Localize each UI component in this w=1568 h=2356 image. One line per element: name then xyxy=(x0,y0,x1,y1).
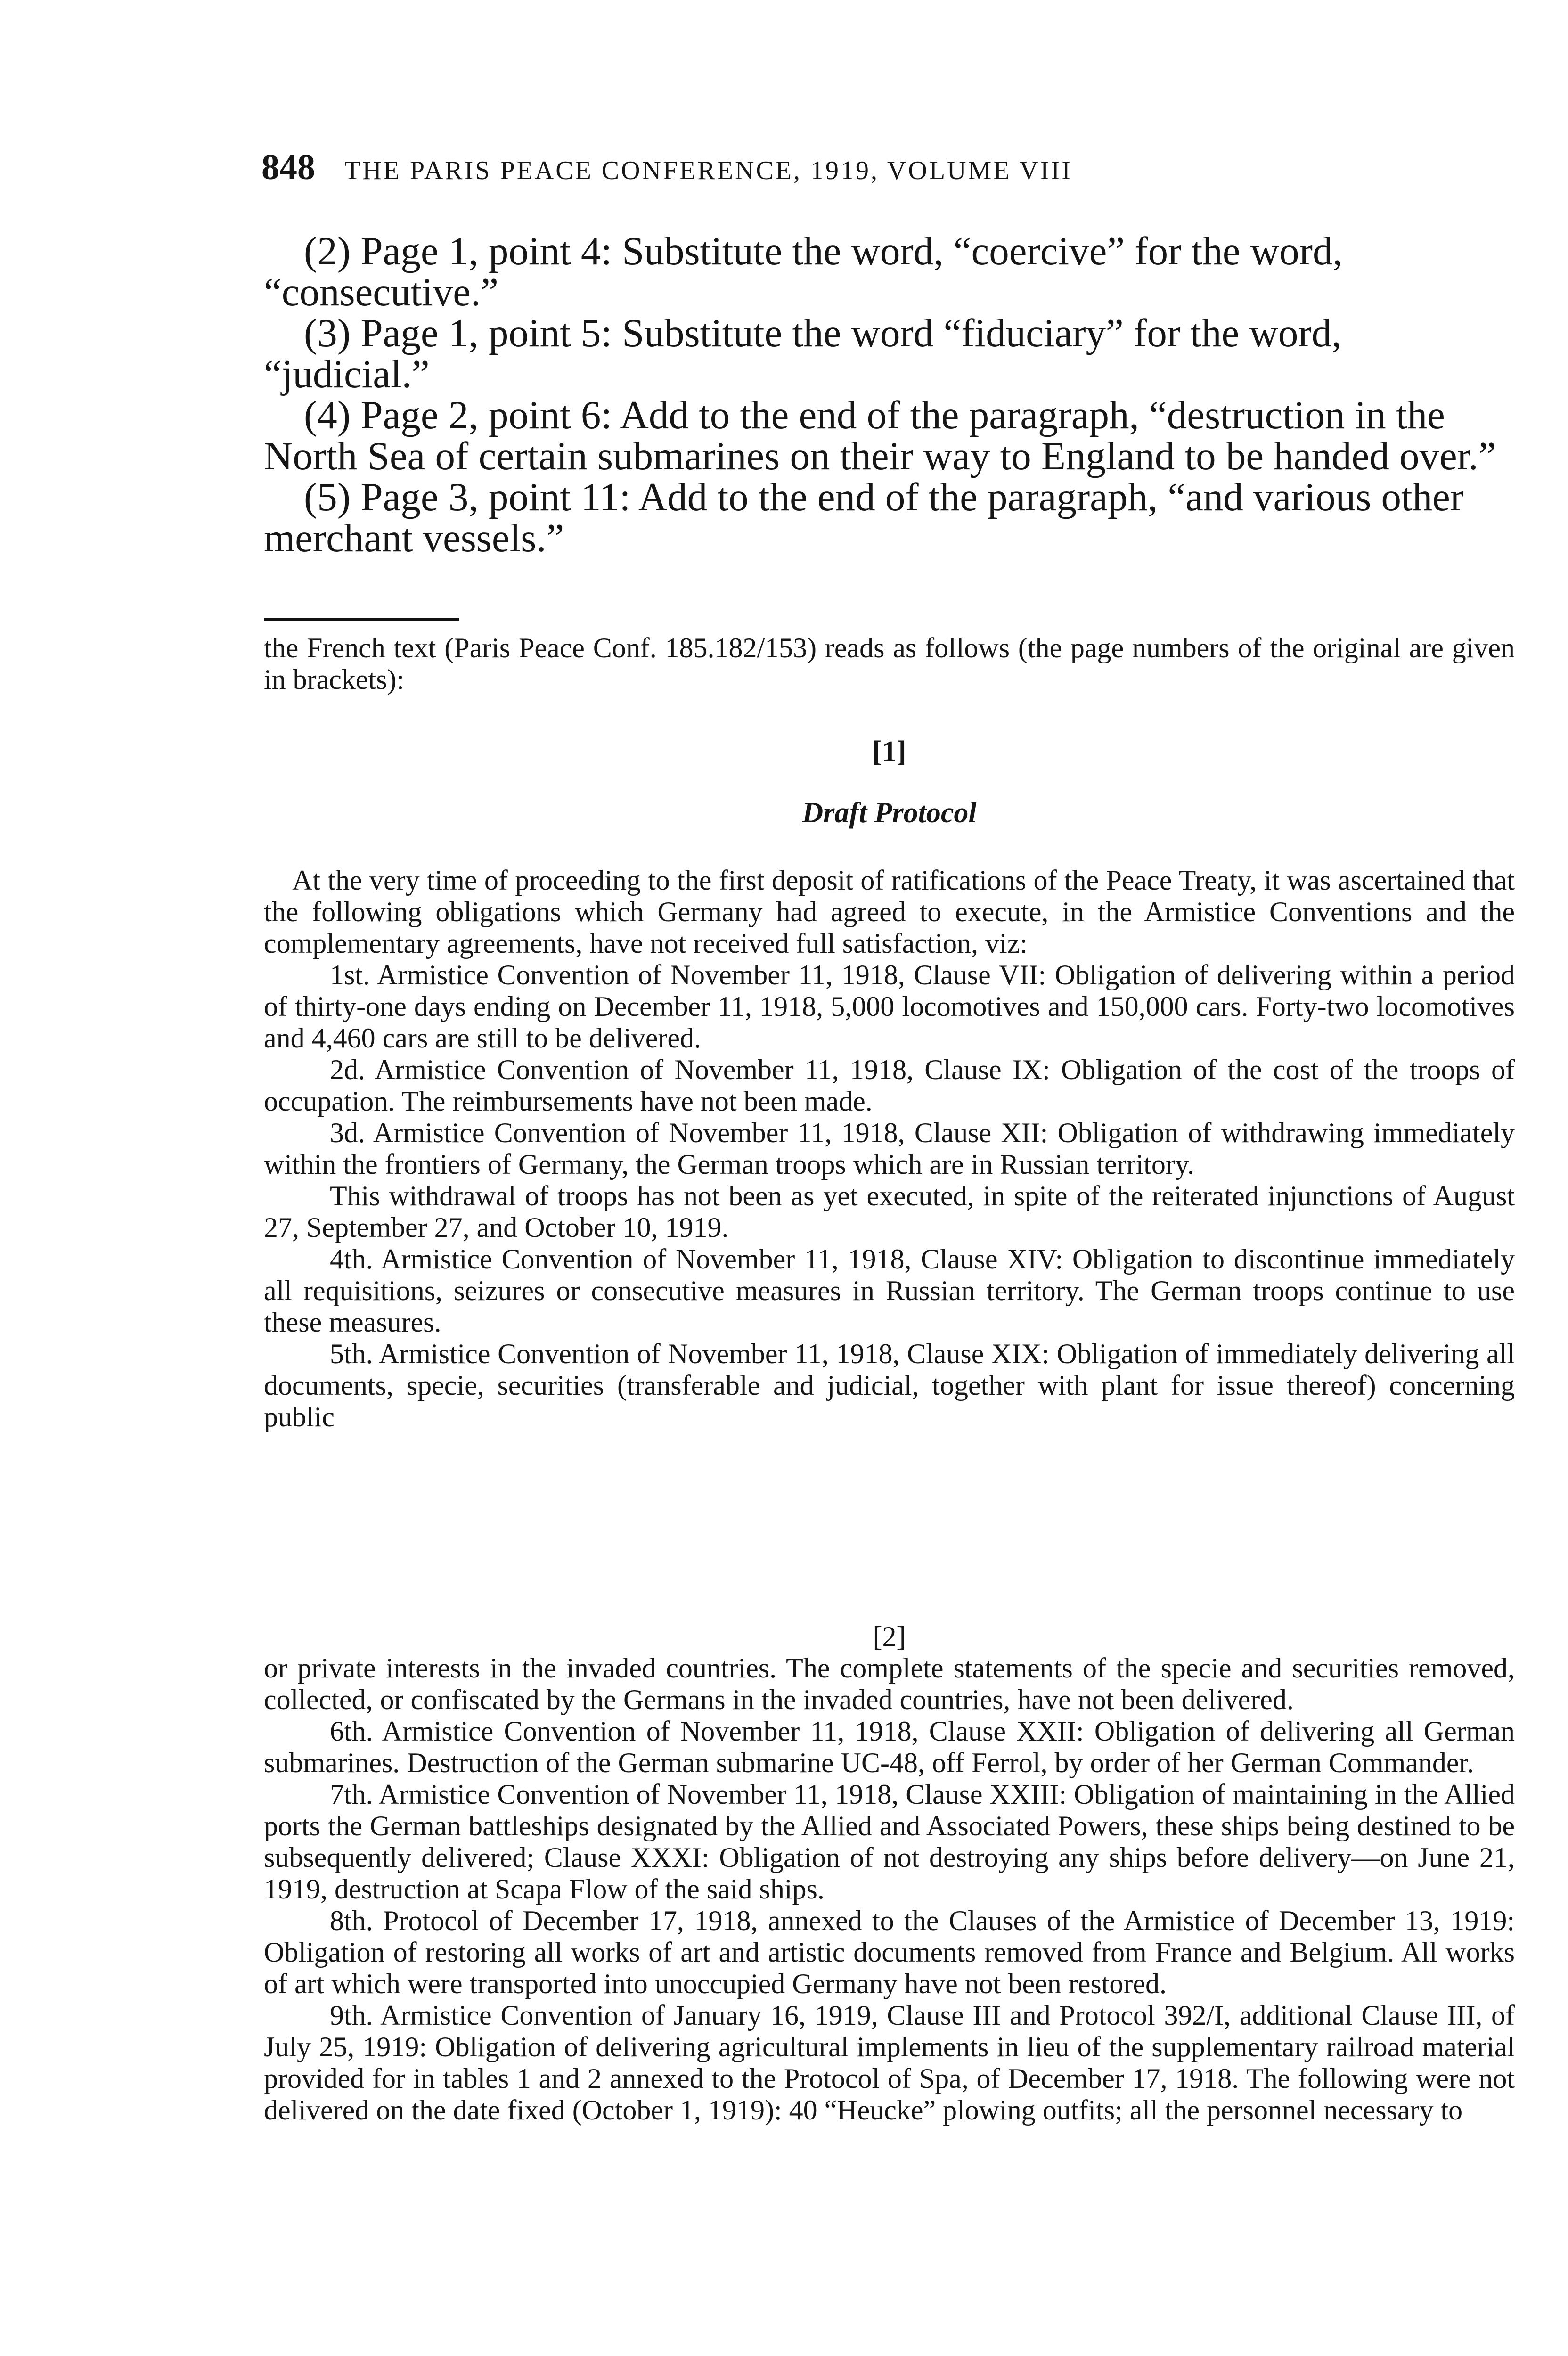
footnote-rule xyxy=(264,618,459,621)
protocol-paragraph: 2d. Armistice Convention of November 11, 1918, Clause IX: Obligation of the cost of the troops of occupation. The reimbursements have not been made. xyxy=(264,1054,1515,1117)
intro-text: the French text (Paris Peace Conf. 185.182/153) reads as follows (the page numbers of the original are given in brackets): xyxy=(264,632,1515,695)
protocol-paragraph: 6th. Armistice Convention of November 11, 1918, Clause XXII: Obligation of delivering all German submarines. Destruction of the German submarine UC-48, off Ferrol, by order of her German Commander. xyxy=(264,1716,1515,1778)
page-marker-1: [1] xyxy=(872,736,906,768)
amendment-item: (4) Page 2, point 6: Add to the end of the paragraph, “destruction in the North Sea of certain submarines on their way to England to be handed over.” xyxy=(264,393,1496,478)
protocol-body-page-1 xyxy=(264,865,1515,1433)
protocol-paragraph: 8th. Protocol of December 17, 1918, annexed to the Clauses of the Armistice of December 13, 1919: Obligation of restoring all works of art and artistic documents removed from France and Belgium. All works of art which were transported into unoccupied Germany have not been restored. xyxy=(264,1905,1515,1999)
protocol-paragraph: 5th. Armistice Convention of November 11, 1918, Clause XIX: Obligation of immediately delivering all documents, specie, securities (transferable and judicial, together with plant for issue thereof) concerning public xyxy=(264,1338,1515,1432)
protocol-body-page-2 xyxy=(264,1652,1515,2126)
amendment-list xyxy=(264,231,1515,559)
draft-title: Draft Protocol xyxy=(802,797,977,829)
protocol-paragraph: At the very time of proceeding to the first deposit of ratifications of the Peace Treaty, it was ascertained that the following obligations which Germany had agreed to execute, in the Armistice Conventions and the complementary agreements, have not received full satisfaction, viz: xyxy=(264,865,1515,959)
protocol-paragraph: 3d. Armistice Convention of November 11, 1918, Clause XII: Obligation of withdrawing immediately within the frontiers of Germany, the German troops which are in Russian territory. xyxy=(264,1117,1515,1180)
protocol-paragraph: This withdrawal of troops has not been as yet executed, in spite of the reiterated injunctions of August 27, September 27, and October 10, 1919. xyxy=(264,1180,1515,1243)
running-head: THE PARIS PEACE CONFERENCE, 1919, VOLUME VIII xyxy=(344,156,1072,185)
protocol-paragraph: or private interests in the invaded countries. The complete statements of the specie and securities removed, collected, or confiscated by the Germans in the invaded countries, have not been delivered. xyxy=(264,1652,1515,1715)
page-marker-2: [2] xyxy=(873,1621,906,1652)
protocol-paragraph: 7th. Armistice Convention of November 11, 1918, Clause XXIII: Obligation of maintaining in the Allied ports the German battleships designated by the Allied and Associated Powers, these ships being destined to be subsequently delivered; Clause XXXI: Obligation of not destroying any ships before delivery—on June 21, 1919, destruction at Scapa Flow of the said ships. xyxy=(264,1779,1515,1905)
amendment-item: (5) Page 3, point 11: Add to the end of the paragraph, “and various other merchant vessels.” xyxy=(264,475,1464,560)
page-header xyxy=(261,148,1378,189)
amendment-item: (2) Page 1, point 4: Substitute the word, “coercive” for the word, “consecutive.” xyxy=(264,229,1343,314)
protocol-paragraph: 4th. Armistice Convention of November 11, 1918, Clause XIV: Obligation to discontinue immediately all requisitions, seizures or consecutive measures in Russian territory. The German troops continue to use these measures. xyxy=(264,1243,1515,1338)
footnote-intro xyxy=(264,632,1515,695)
protocol-paragraph: 9th. Armistice Convention of January 16, 1919, Clause III and Protocol 392/I, additional Clause III, of July 25, 1919: Obligation of delivering agricultural implements in lieu of the supplementary railroad material provided for in tables 1 and 2 annexed to the Protocol of Spa, of December 17, 1918. The following were not delivered on the date fixed (October 1, 1919): 40 “Heucke” plowing outfits; all the personnel necessary to xyxy=(264,2000,1515,2126)
amendment-item: (3) Page 1, point 5: Substitute the word “fiduciary” for the word, “judicial.” xyxy=(264,311,1342,396)
protocol-paragraph: 1st. Armistice Convention of November 11, 1918, Clause VII: Obligation of delivering within a period of thirty-one days ending on December 11, 1918, 5,000 locomotives and 150,000 cars. Forty-two locomotives and 4,460 cars are still to be delivered. xyxy=(264,959,1515,1054)
page-number: 848 xyxy=(261,147,315,187)
